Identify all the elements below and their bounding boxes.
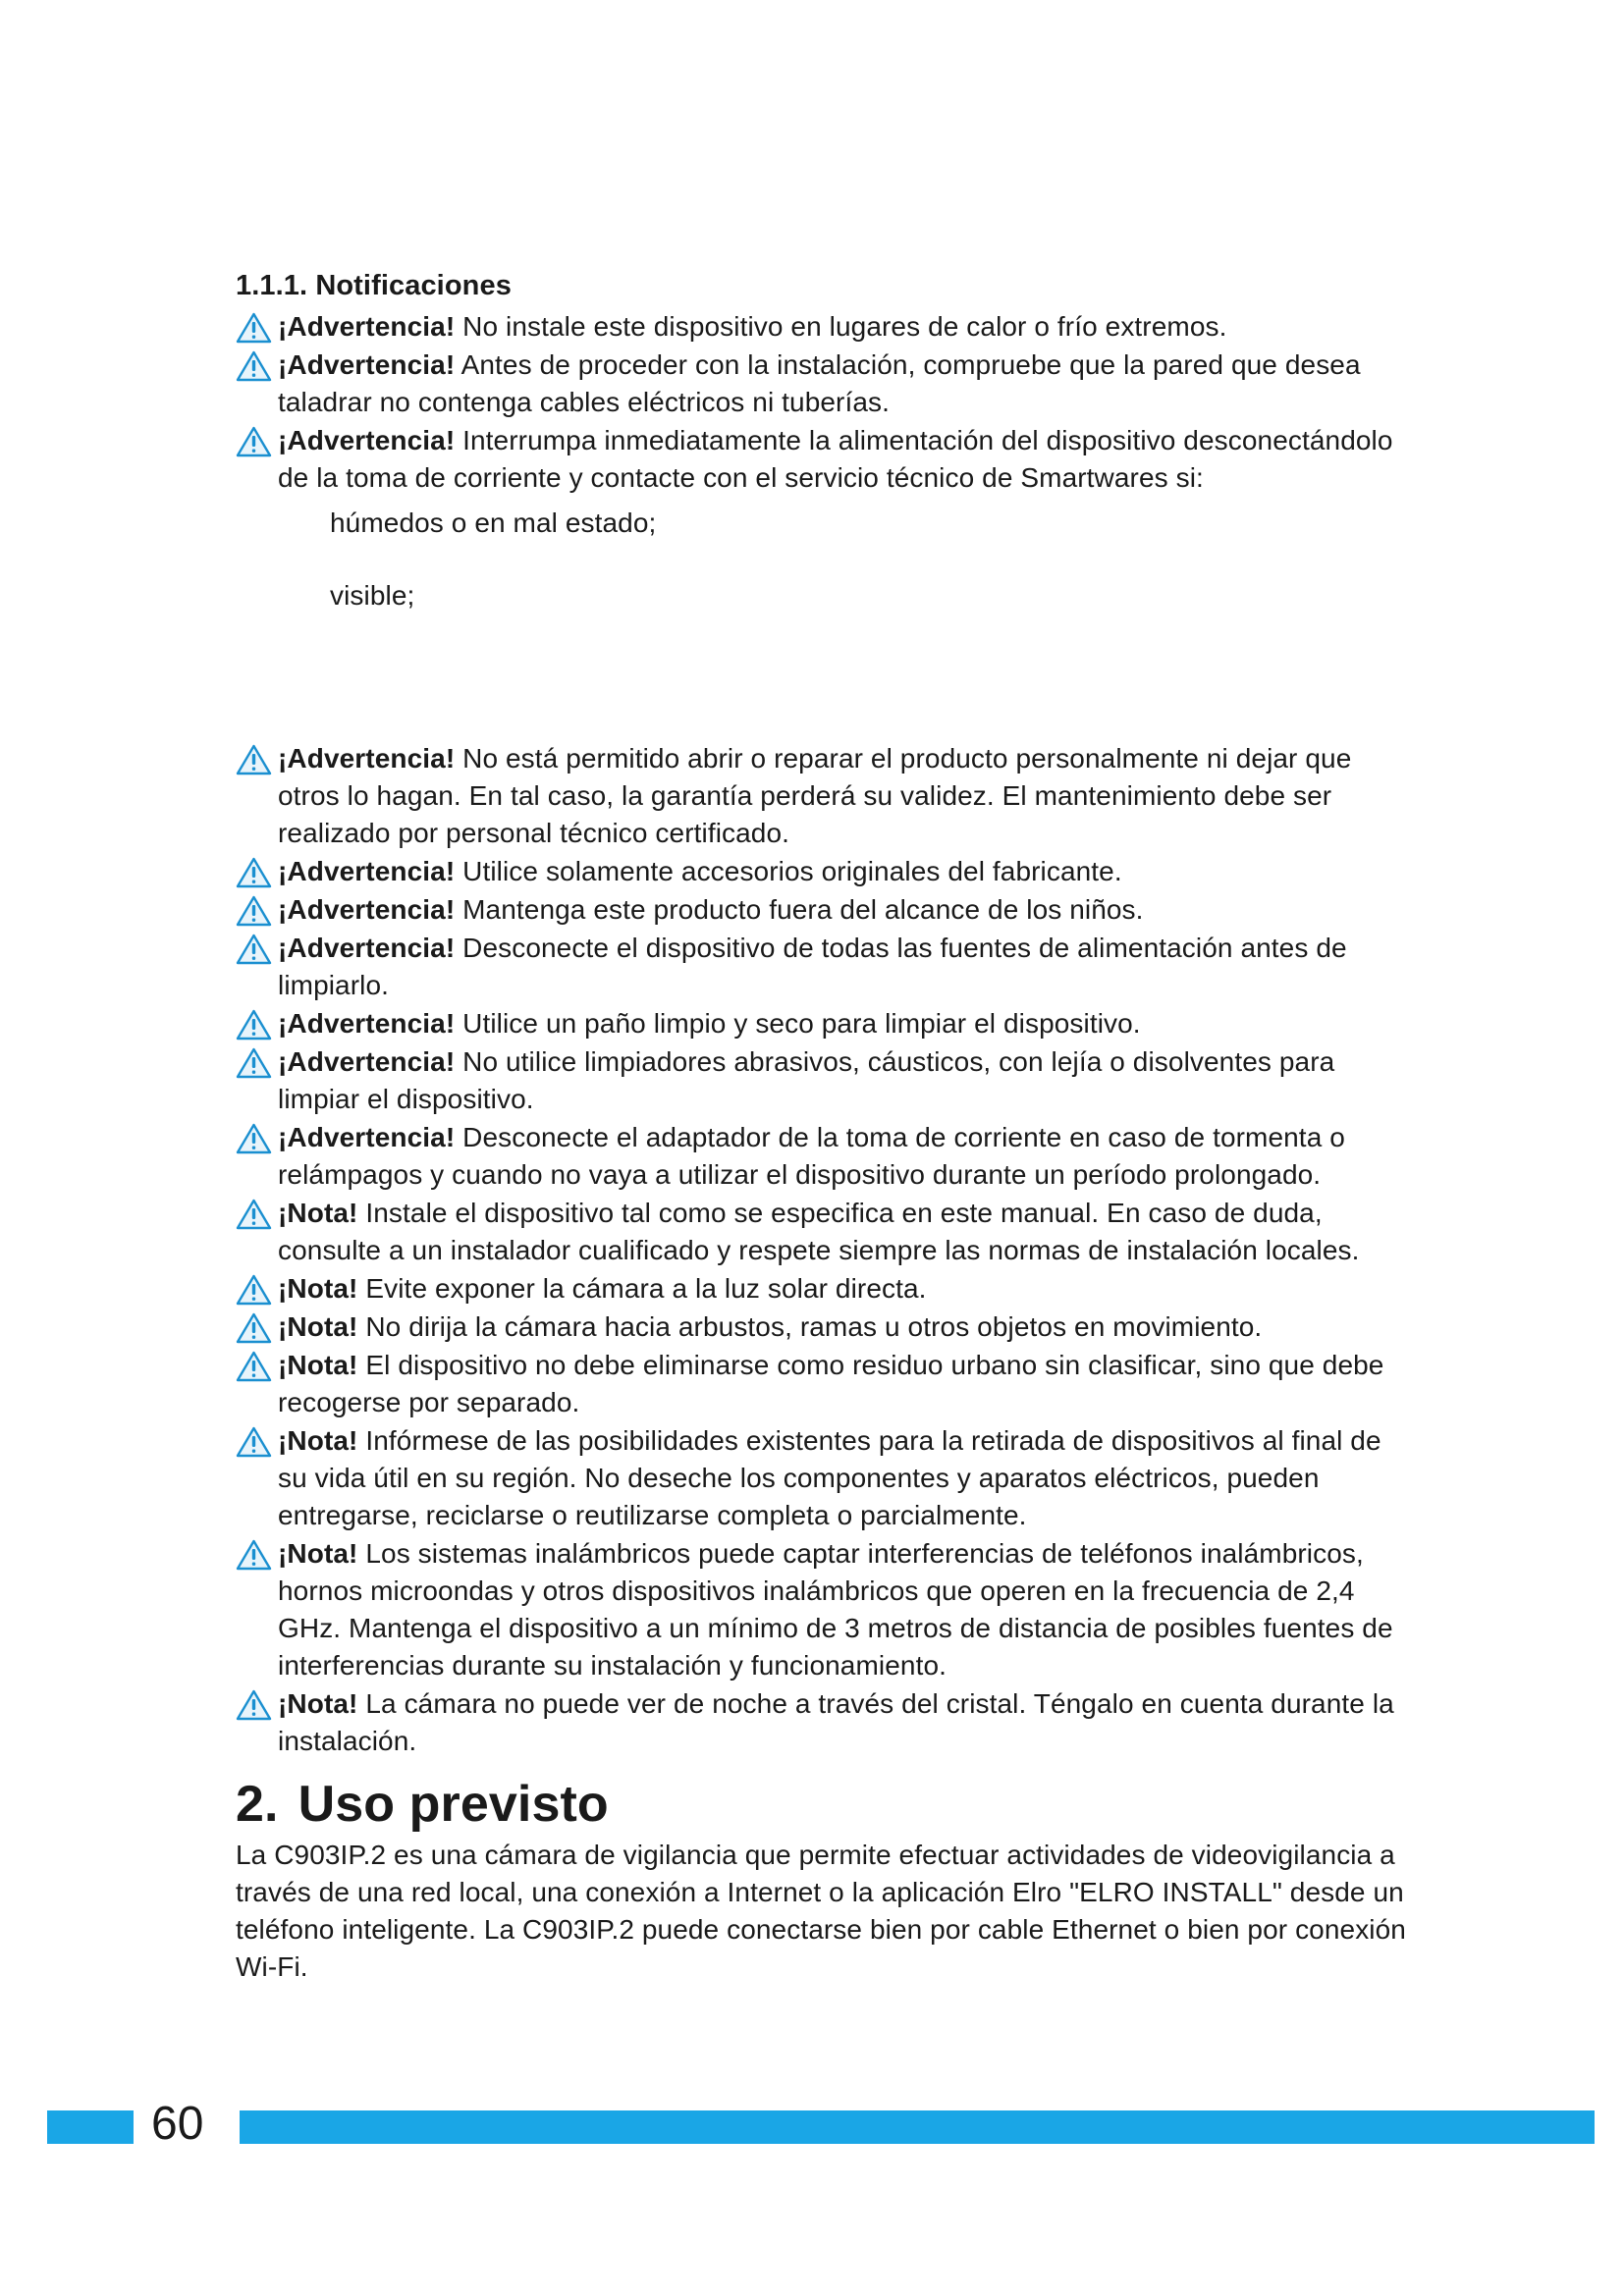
note-label: ¡Nota! [278,1538,358,1569]
note-label: ¡Nota! [278,1350,358,1380]
note-item [236,891,1414,929]
note-label: ¡Nota! [278,1198,358,1228]
page-number: 60 [151,2098,204,2150]
note-label: ¡Advertencia! [278,856,456,886]
note-item [236,1685,1414,1760]
note-label: ¡Nota! [278,1688,358,1719]
warning-triangle-icon [236,426,272,457]
warning-triangle-icon [236,1351,272,1382]
note-text: Interrumpa inmediatamente la alimentación del dispositivo desconectándolo de la toma de corriente y contacte con el servicio técnico de Smartwares si: [278,425,1393,493]
warning-triangle-icon [236,1539,272,1571]
note-label: ¡Nota! [278,1311,358,1342]
note-label: ¡Advertencia! [278,311,456,342]
note-label: ¡Advertencia! [278,933,456,963]
note-item [236,1195,1414,1269]
note-text: No instale este dispositivo en lugares de calor o frío extremos. [455,311,1227,342]
warning-triangle-icon [236,1047,272,1079]
note-text: No está permitido abrir o reparar el producto personalmente ni dejar que otros lo hagan. En tal caso, la garantía perderá su validez. El mantenimiento debe ser realizado por personal técnico certificado. [278,743,1352,848]
footer-bar-right [240,2110,1595,2144]
subsection-heading: 1.1.1. Notificaciones [236,270,512,301]
page-content [236,267,1414,1986]
note-item [236,930,1414,1004]
warning-triangle-icon [236,1689,272,1721]
blank-space [236,650,1414,740]
condition-item: húmedos o en mal estado; [330,507,657,538]
section-heading [236,1774,1414,1835]
note-item [236,1005,1414,1042]
note-text: Utilice un paño limpio y seco para limpiar el dispositivo. [455,1008,1141,1039]
warning-triangle-icon [236,895,272,927]
note-item [236,1535,1414,1684]
note-item [236,308,1414,346]
notes-group-a [236,308,1414,497]
note-text: Desconecte el dispositivo de todas las fuentes de alimentación antes de limpiarlo. [278,933,1347,1000]
note-text: No dirija la cámara hacia arbustos, ramas u otros objetos en movimiento. [357,1311,1263,1342]
warning-triangle-icon [236,312,272,344]
condition-item: visible; [330,580,415,611]
warning-triangle-icon [236,1009,272,1041]
warning-triangle-icon [236,1426,272,1458]
note-text: Mantenga este producto fuera del alcance de los niños. [455,894,1144,925]
note-item [236,853,1414,890]
note-item [236,1043,1414,1118]
note-item [236,1308,1414,1346]
note-text: El dispositivo no debe eliminarse como residuo urbano sin clasificar, sino que debe recogerse por separado. [278,1350,1384,1417]
note-text: Instale el dispositivo tal como se especifica en este manual. En caso de duda, consulte a un instalador cualificado y respete siempre las normas de instalación locales. [278,1198,1360,1265]
section-paragraph: La C903IP.2 es una cámara de vigilancia que permite efectuar actividades de videovigilancia a través de una red local, una conexión a Internet o la aplicación Elro "ELRO INSTALL" desde un teléfono inteligente. La C903IP.2 puede conectarse bien por cable Ethernet o bien por conexión Wi-Fi. [236,1840,1406,1982]
note-text: La cámara no puede ver de noche a través del cristal. Téngalo en cuenta durante la instalación. [278,1688,1394,1756]
note-label: ¡Advertencia! [278,1008,456,1039]
warning-triangle-icon [236,1274,272,1306]
note-label: ¡Nota! [278,1273,358,1304]
note-label: ¡Advertencia! [278,1046,456,1077]
note-item [236,347,1414,421]
note-text: Los sistemas inalámbricos puede captar interferencias de teléfonos inalámbricos, hornos microondas y otros dispositivos inalámbricos que operen en la frecuencia de 2,4 GHz. Mantenga el dispositivo a un mínimo de 3 metros de distancia de posibles fuentes de interferencias durante su instalación y funcionamiento. [278,1538,1393,1681]
note-label: ¡Advertencia! [278,743,456,774]
note-label: ¡Advertencia! [278,349,456,380]
note-text: Evite exponer la cámara a la luz solar directa. [357,1273,927,1304]
note-label: ¡Advertencia! [278,894,456,925]
note-item [236,422,1414,497]
note-text: Desconecte el adaptador de la toma de corriente en caso de tormenta o relámpagos y cuando no vaya a utilizar el dispositivo durante un período prolongado. [278,1122,1345,1190]
warning-triangle-icon [236,857,272,888]
page-footer [47,2099,1595,2150]
note-text: Infórmese de las posibilidades existentes para la retirada de dispositivos al final de su vida útil en su región. No deseche los componentes y aparatos eléctricos, pueden entregarse, reciclarse o reutilizarse completa o parcialmente. [278,1425,1381,1530]
notes-group-b [236,740,1414,1760]
note-text: No utilice limpiadores abrasivos, cáusticos, con lejía o disolventes para limpiar el dispositivo. [278,1046,1335,1114]
warning-triangle-icon [236,934,272,965]
warning-triangle-icon [236,1312,272,1344]
note-item [236,1119,1414,1194]
note-text: Antes de proceder con la instalación, compruebe que la pared que desea taladrar no contenga cables eléctricos ni tuberías. [278,349,1361,417]
condition-list [236,505,1414,614]
section-number: 2. [236,1776,279,1833]
note-label: ¡Advertencia! [278,1122,456,1152]
note-text: Utilice solamente accesorios originales del fabricante. [455,856,1122,886]
warning-triangle-icon [236,1199,272,1230]
note-label: ¡Nota! [278,1425,358,1456]
warning-triangle-icon [236,350,272,382]
warning-triangle-icon [236,744,272,775]
section-title: Uso previsto [298,1776,609,1833]
footer-bar-left [47,2110,134,2144]
warning-triangle-icon [236,1123,272,1154]
note-label: ¡Advertencia! [278,425,456,455]
note-item [236,1422,1414,1534]
note-item [236,1347,1414,1421]
note-item [236,740,1414,852]
note-item [236,1270,1414,1308]
